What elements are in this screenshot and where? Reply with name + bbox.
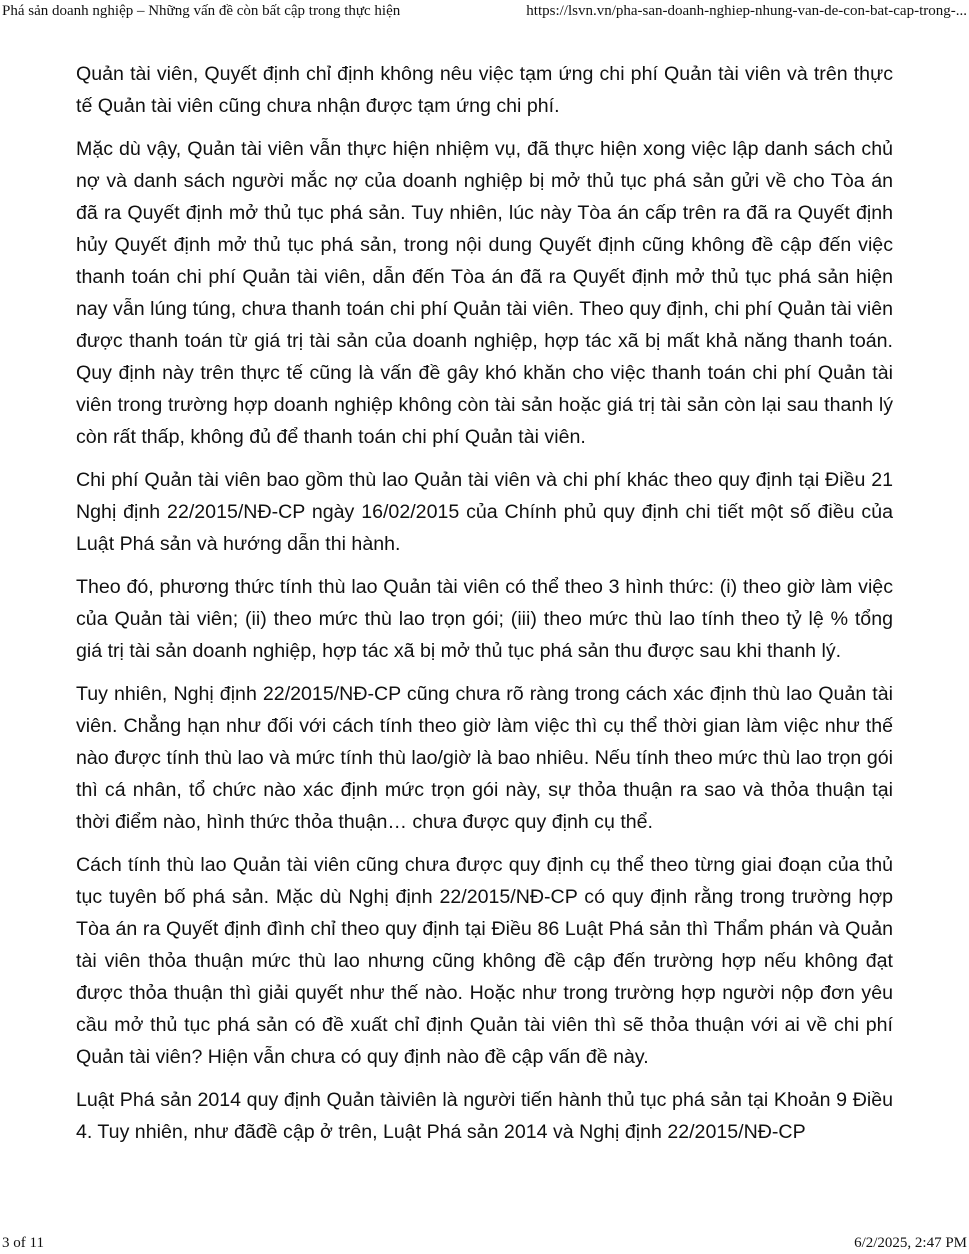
paragraph: Chi phí Quản tài viên bao gồm thù lao Quản tài viên và chi phí khác theo quy định tại Điều 21 Nghị định 22/2015/NĐ-CP ngày 16/02/2015 của Chính phủ quy định chi tiết một số điều của Luật Phá sản và hướng dẫn thi hành. [76, 469, 893, 555]
paragraph: Tuy nhiên, Nghị định 22/2015/NĐ-CP cũng chưa rõ ràng trong cách xác định thù lao Quản tài viên. Chẳng hạn như đối với cách tính theo giờ làm việc thì cụ thể thời gian làm việc như thế nào được tính thù lao và mức tính thù lao/giờ là bao nhiêu. Nếu tính theo mức thù lao trọn gói thì cá nhân, tổ chức nào xác định mức trọn gói này, sự thỏa thuận ra sao và thỏa thuận tại thời điểm nào, hình thức thỏa thuận… chưa được quy định cụ thể. [76, 683, 893, 833]
page-url: https://lsvn.vn/pha-san-doanh-nghiep-nhung-van-de-con-bat-cap-trong-... [526, 3, 967, 19]
page-title: Phá sản doanh nghiệp – Những vấn đề còn bất cập trong thực hiện [2, 3, 401, 19]
print-datetime: 6/2/2025, 2:47 PM [854, 1235, 967, 1251]
paragraph: Luật Phá sản 2014 quy định Quản tàiviên là người tiến hành thủ tục phá sản tại Khoản 9 Điều 4. Tuy nhiên, như đãđề cập ở trên, Luật Phá sản 2014 và Nghị định 22/2015/NĐ-CP [76, 1089, 893, 1143]
print-footer [2, 1233, 967, 1253]
paragraph: Mặc dù vậy, Quản tài viên vẫn thực hiện nhiệm vụ, đã thực hiện xong việc lập danh sách chủ nợ và danh sách người mắc nợ của doanh nghiệp bị mở thủ tục phá sản gửi về cho Tòa án đã ra Quyết định mở thủ tục phá sản. Tuy nhiên, lúc này Tòa án cấp trên ra đã ra Quyết định hủy Quyết định mở thủ tục phá sản, trong nội dung Quyết định cũng không đề cập đến việc thanh toán chi phí Quản tài viên, dẫn đến Tòa án đã ra Quyết định mở thủ tục phá sản hiện nay vẫn lúng túng, chưa thanh toán chi phí Quản tài viên. Theo quy định, chi phí Quản tài viên được thanh toán từ giá trị tài sản của doanh nghiệp, hợp tác xã bị mất khả năng thanh toán. Quy định này trên thực tế cũng là vấn đề gây khó khăn cho việc thanh toán chi phí Quản tài viên trong trường hợp doanh nghiệp không còn tài sản hoặc giá trị tài sản còn lại sau thanh lý còn rất thấp, không đủ để thanh toán chi phí Quản tài viên. [76, 138, 893, 448]
print-header [2, 1, 967, 21]
paragraph: Cách tính thù lao Quản tài viên cũng chưa được quy định cụ thể theo từng giai đoạn của thủ tục tuyên bố phá sản. Mặc dù Nghị định 22/2015/NĐ-CP có quy định rằng trong trường hợp Tòa án ra Quyết định đình chỉ theo quy định tại Điều 86 Luật Phá sản thì Thẩm phán và Quản tài viên thỏa thuận mức thù lao nhưng cũng không đề cập đến trường hợp nếu không đạt được thỏa thuận thì giải quyết như thế nào. Hoặc như trong trường hợp người nộp đơn yêu cầu mở thủ tục phá sản có đề xuất chỉ định Quản tài viên thì sẽ thỏa thuận với ai về chi phí Quản tài viên? Hiện vẫn chưa có quy định nào đề cập vấn đề này. [76, 854, 893, 1068]
page-number: 3 of 11 [2, 1235, 44, 1251]
article-body [76, 58, 893, 1159]
paragraph: Theo đó, phương thức tính thù lao Quản tài viên có thể theo 3 hình thức: (i) theo giờ làm việc của Quản tài viên; (ii) theo mức thù lao trọn gói; (iii) theo mức thù lao tính theo tỷ lệ % tổng giá trị tài sản doanh nghiệp, hợp tác xã bị mở thủ tục phá sản thu được sau khi thanh lý. [76, 576, 893, 662]
paragraph: Quản tài viên, Quyết định chỉ định không nêu việc tạm ứng chi phí Quản tài viên và trên thực tế Quản tài viên cũng chưa nhận được tạm ứng chi phí. [76, 63, 893, 117]
